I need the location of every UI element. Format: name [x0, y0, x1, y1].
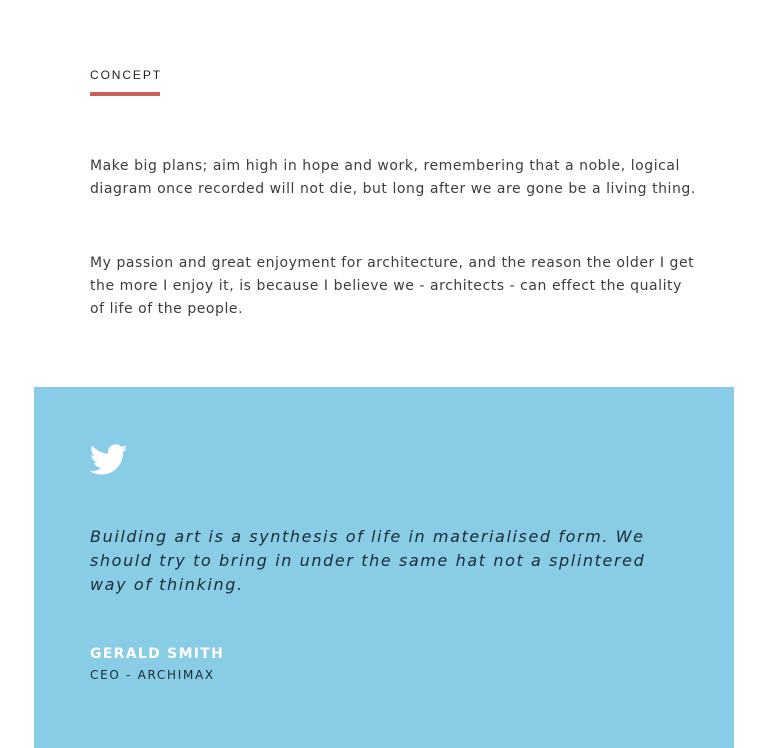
concept-section [90, 64, 690, 96]
section-label: CONCEPT [90, 68, 162, 82]
author-name: GERALD SMITH [90, 646, 225, 662]
section-underline [90, 92, 160, 96]
testimonial-panel [34, 387, 734, 748]
concept-paragraph-2: My passion and great enjoyment for architecture, and the reason the older I get the more I enjoy it, is because I believe we - architects - can effect the quality of life of the people. [90, 255, 695, 317]
author-role: CEO - ARCHIMAX [90, 668, 215, 682]
concept-paragraph-1: Make big plans; aim high in hope and work, remembering that a noble, logical diagram once recorded will not die, but long after we are gone be a living thing. [90, 158, 696, 197]
twitter-bird-icon [90, 444, 128, 476]
testimonial-quote: Building art is a synthesis of life in materialised form. We should try to bring in under the same hat not a splintered way of thinking. [90, 527, 646, 594]
